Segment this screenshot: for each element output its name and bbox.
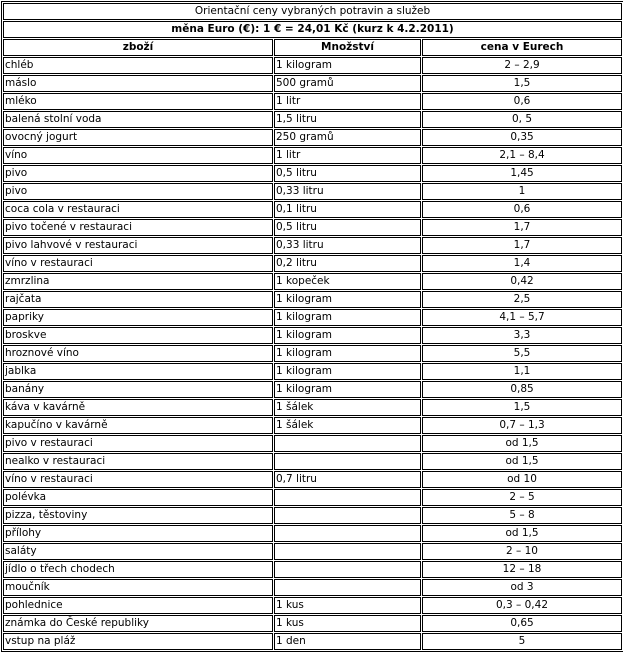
table-row — [3, 381, 622, 398]
quantity-cell — [274, 489, 421, 506]
table-row — [3, 633, 622, 650]
item-cell: víno v restauraci — [3, 471, 273, 488]
quantity-cell: 1 kilogram — [274, 345, 421, 362]
item-cell: coca cola v restauraci — [3, 201, 273, 218]
item-cell: ovocný jogurt — [3, 129, 273, 146]
price-cell: 5 — [422, 633, 622, 650]
item-cell: známka do České republiky — [3, 615, 273, 632]
table-row — [3, 183, 622, 200]
item-cell: káva v kavárně — [3, 399, 273, 416]
price-cell: 1,7 — [422, 237, 622, 254]
item-cell: mléko — [3, 93, 273, 110]
table-row — [3, 129, 622, 146]
table-row — [3, 327, 622, 344]
quantity-cell — [274, 579, 421, 596]
quantity-cell — [274, 435, 421, 452]
price-cell: 2 – 10 — [422, 543, 622, 560]
title-row — [3, 3, 622, 20]
price-cell: 0,65 — [422, 615, 622, 632]
item-cell: hroznové víno — [3, 345, 273, 362]
quantity-cell: 1 kilogram — [274, 363, 421, 380]
price-cell: 0,3 – 0,42 — [422, 597, 622, 614]
table-row — [3, 165, 622, 182]
price-cell: 1,4 — [422, 255, 622, 272]
price-cell: 1 — [422, 183, 622, 200]
quantity-cell: 0,7 litru — [274, 471, 421, 488]
table-row — [3, 237, 622, 254]
item-cell: nealko v restauraci — [3, 453, 273, 470]
price-cell: 1,5 — [422, 75, 622, 92]
column-header-price: cena v Eurech — [422, 39, 622, 56]
header-row — [3, 39, 622, 56]
price-cell: 2 – 2,9 — [422, 57, 622, 74]
quantity-cell: 1 litr — [274, 147, 421, 164]
table-row — [3, 525, 622, 542]
table-row — [3, 615, 622, 632]
table-row — [3, 345, 622, 362]
item-cell: pizza, těstoviny — [3, 507, 273, 524]
quantity-cell: 1 kilogram — [274, 57, 421, 74]
item-cell: rajčata — [3, 291, 273, 308]
item-cell: víno — [3, 147, 273, 164]
price-cell: 2 – 5 — [422, 489, 622, 506]
table-row — [3, 471, 622, 488]
item-cell: zmrzlina — [3, 273, 273, 290]
price-cell: od 1,5 — [422, 453, 622, 470]
price-cell: od 3 — [422, 579, 622, 596]
quantity-cell — [274, 561, 421, 578]
price-cell: 0,7 – 1,3 — [422, 417, 622, 434]
quantity-cell: 0,33 litru — [274, 237, 421, 254]
price-cell: 0, 5 — [422, 111, 622, 128]
item-cell: papriky — [3, 309, 273, 326]
table-row — [3, 561, 622, 578]
exchange-rate: měna Euro (€): 1 € = 24,01 Kč (kurz k 4.2.2011) — [3, 21, 622, 38]
quantity-cell: 0,1 litru — [274, 201, 421, 218]
quantity-cell: 0,2 litru — [274, 255, 421, 272]
price-cell: od 1,5 — [422, 525, 622, 542]
quantity-cell — [274, 543, 421, 560]
price-cell: 1,45 — [422, 165, 622, 182]
quantity-cell: 500 gramů — [274, 75, 421, 92]
item-cell: máslo — [3, 75, 273, 92]
item-cell: jídlo o třech chodech — [3, 561, 273, 578]
quantity-cell: 1 kus — [274, 597, 421, 614]
item-cell: vstup na pláž — [3, 633, 273, 650]
table-row — [3, 543, 622, 560]
table-row — [3, 579, 622, 596]
price-cell: 0,42 — [422, 273, 622, 290]
item-cell: pivo — [3, 165, 273, 182]
table-row — [3, 453, 622, 470]
quantity-cell — [274, 453, 421, 470]
table-row — [3, 309, 622, 326]
table-row — [3, 75, 622, 92]
item-cell: víno v restauraci — [3, 255, 273, 272]
quantity-cell: 0,33 litru — [274, 183, 421, 200]
item-cell: balená stolní voda — [3, 111, 273, 128]
item-cell: moučník — [3, 579, 273, 596]
table-row — [3, 507, 622, 524]
table-row — [3, 435, 622, 452]
price-cell: 2,1 – 8,4 — [422, 147, 622, 164]
price-table — [1, 1, 623, 652]
item-cell: pivo točené v restauraci — [3, 219, 273, 236]
quantity-cell: 0,5 litru — [274, 219, 421, 236]
price-table-container — [1, 1, 622, 652]
table-row — [3, 111, 622, 128]
item-cell: broskve — [3, 327, 273, 344]
rate-row — [3, 21, 622, 38]
price-cell: 1,7 — [422, 219, 622, 236]
item-cell: pivo — [3, 183, 273, 200]
price-cell: 0,6 — [422, 201, 622, 218]
quantity-cell: 1 šálek — [274, 417, 421, 434]
item-cell: pivo v restauraci — [3, 435, 273, 452]
table-row — [3, 255, 622, 272]
table-row — [3, 57, 622, 74]
price-cell: 1,1 — [422, 363, 622, 380]
price-cell: 12 – 18 — [422, 561, 622, 578]
table-row — [3, 489, 622, 506]
price-cell: 3,3 — [422, 327, 622, 344]
table-row — [3, 399, 622, 416]
table-row — [3, 147, 622, 164]
column-header-quantity: Množství — [274, 39, 421, 56]
price-cell: 2,5 — [422, 291, 622, 308]
item-cell: přílohy — [3, 525, 273, 542]
quantity-cell: 1 den — [274, 633, 421, 650]
quantity-cell: 1,5 litru — [274, 111, 421, 128]
price-cell: 0,6 — [422, 93, 622, 110]
table-row — [3, 417, 622, 434]
quantity-cell: 1 litr — [274, 93, 421, 110]
price-cell: 5 – 8 — [422, 507, 622, 524]
price-cell: 1,5 — [422, 399, 622, 416]
quantity-cell: 1 kilogram — [274, 291, 421, 308]
table-row — [3, 273, 622, 290]
item-cell: pivo lahvové v restauraci — [3, 237, 273, 254]
item-cell: chléb — [3, 57, 273, 74]
table-row — [3, 291, 622, 308]
item-cell: kapučíno v kavárně — [3, 417, 273, 434]
quantity-cell: 0,5 litru — [274, 165, 421, 182]
quantity-cell: 1 kilogram — [274, 309, 421, 326]
item-cell: jablka — [3, 363, 273, 380]
quantity-cell — [274, 525, 421, 542]
quantity-cell: 1 kopeček — [274, 273, 421, 290]
quantity-cell: 250 gramů — [274, 129, 421, 146]
table-row — [3, 201, 622, 218]
price-cell: 4,1 – 5,7 — [422, 309, 622, 326]
quantity-cell: 1 kilogram — [274, 327, 421, 344]
table-row — [3, 219, 622, 236]
table-row — [3, 363, 622, 380]
price-cell: 0,35 — [422, 129, 622, 146]
price-cell: 5,5 — [422, 345, 622, 362]
item-cell: pohlednice — [3, 597, 273, 614]
price-cell: 0,85 — [422, 381, 622, 398]
quantity-cell — [274, 507, 421, 524]
column-header-item: zboží — [3, 39, 273, 56]
price-cell: od 10 — [422, 471, 622, 488]
quantity-cell: 1 kus — [274, 615, 421, 632]
item-cell: saláty — [3, 543, 273, 560]
quantity-cell: 1 šálek — [274, 399, 421, 416]
table-row — [3, 597, 622, 614]
table-title: Orientační ceny vybraných potravin a služeb — [3, 3, 622, 20]
item-cell: polévka — [3, 489, 273, 506]
quantity-cell: 1 kilogram — [274, 381, 421, 398]
price-cell: od 1,5 — [422, 435, 622, 452]
table-row — [3, 93, 622, 110]
item-cell: banány — [3, 381, 273, 398]
